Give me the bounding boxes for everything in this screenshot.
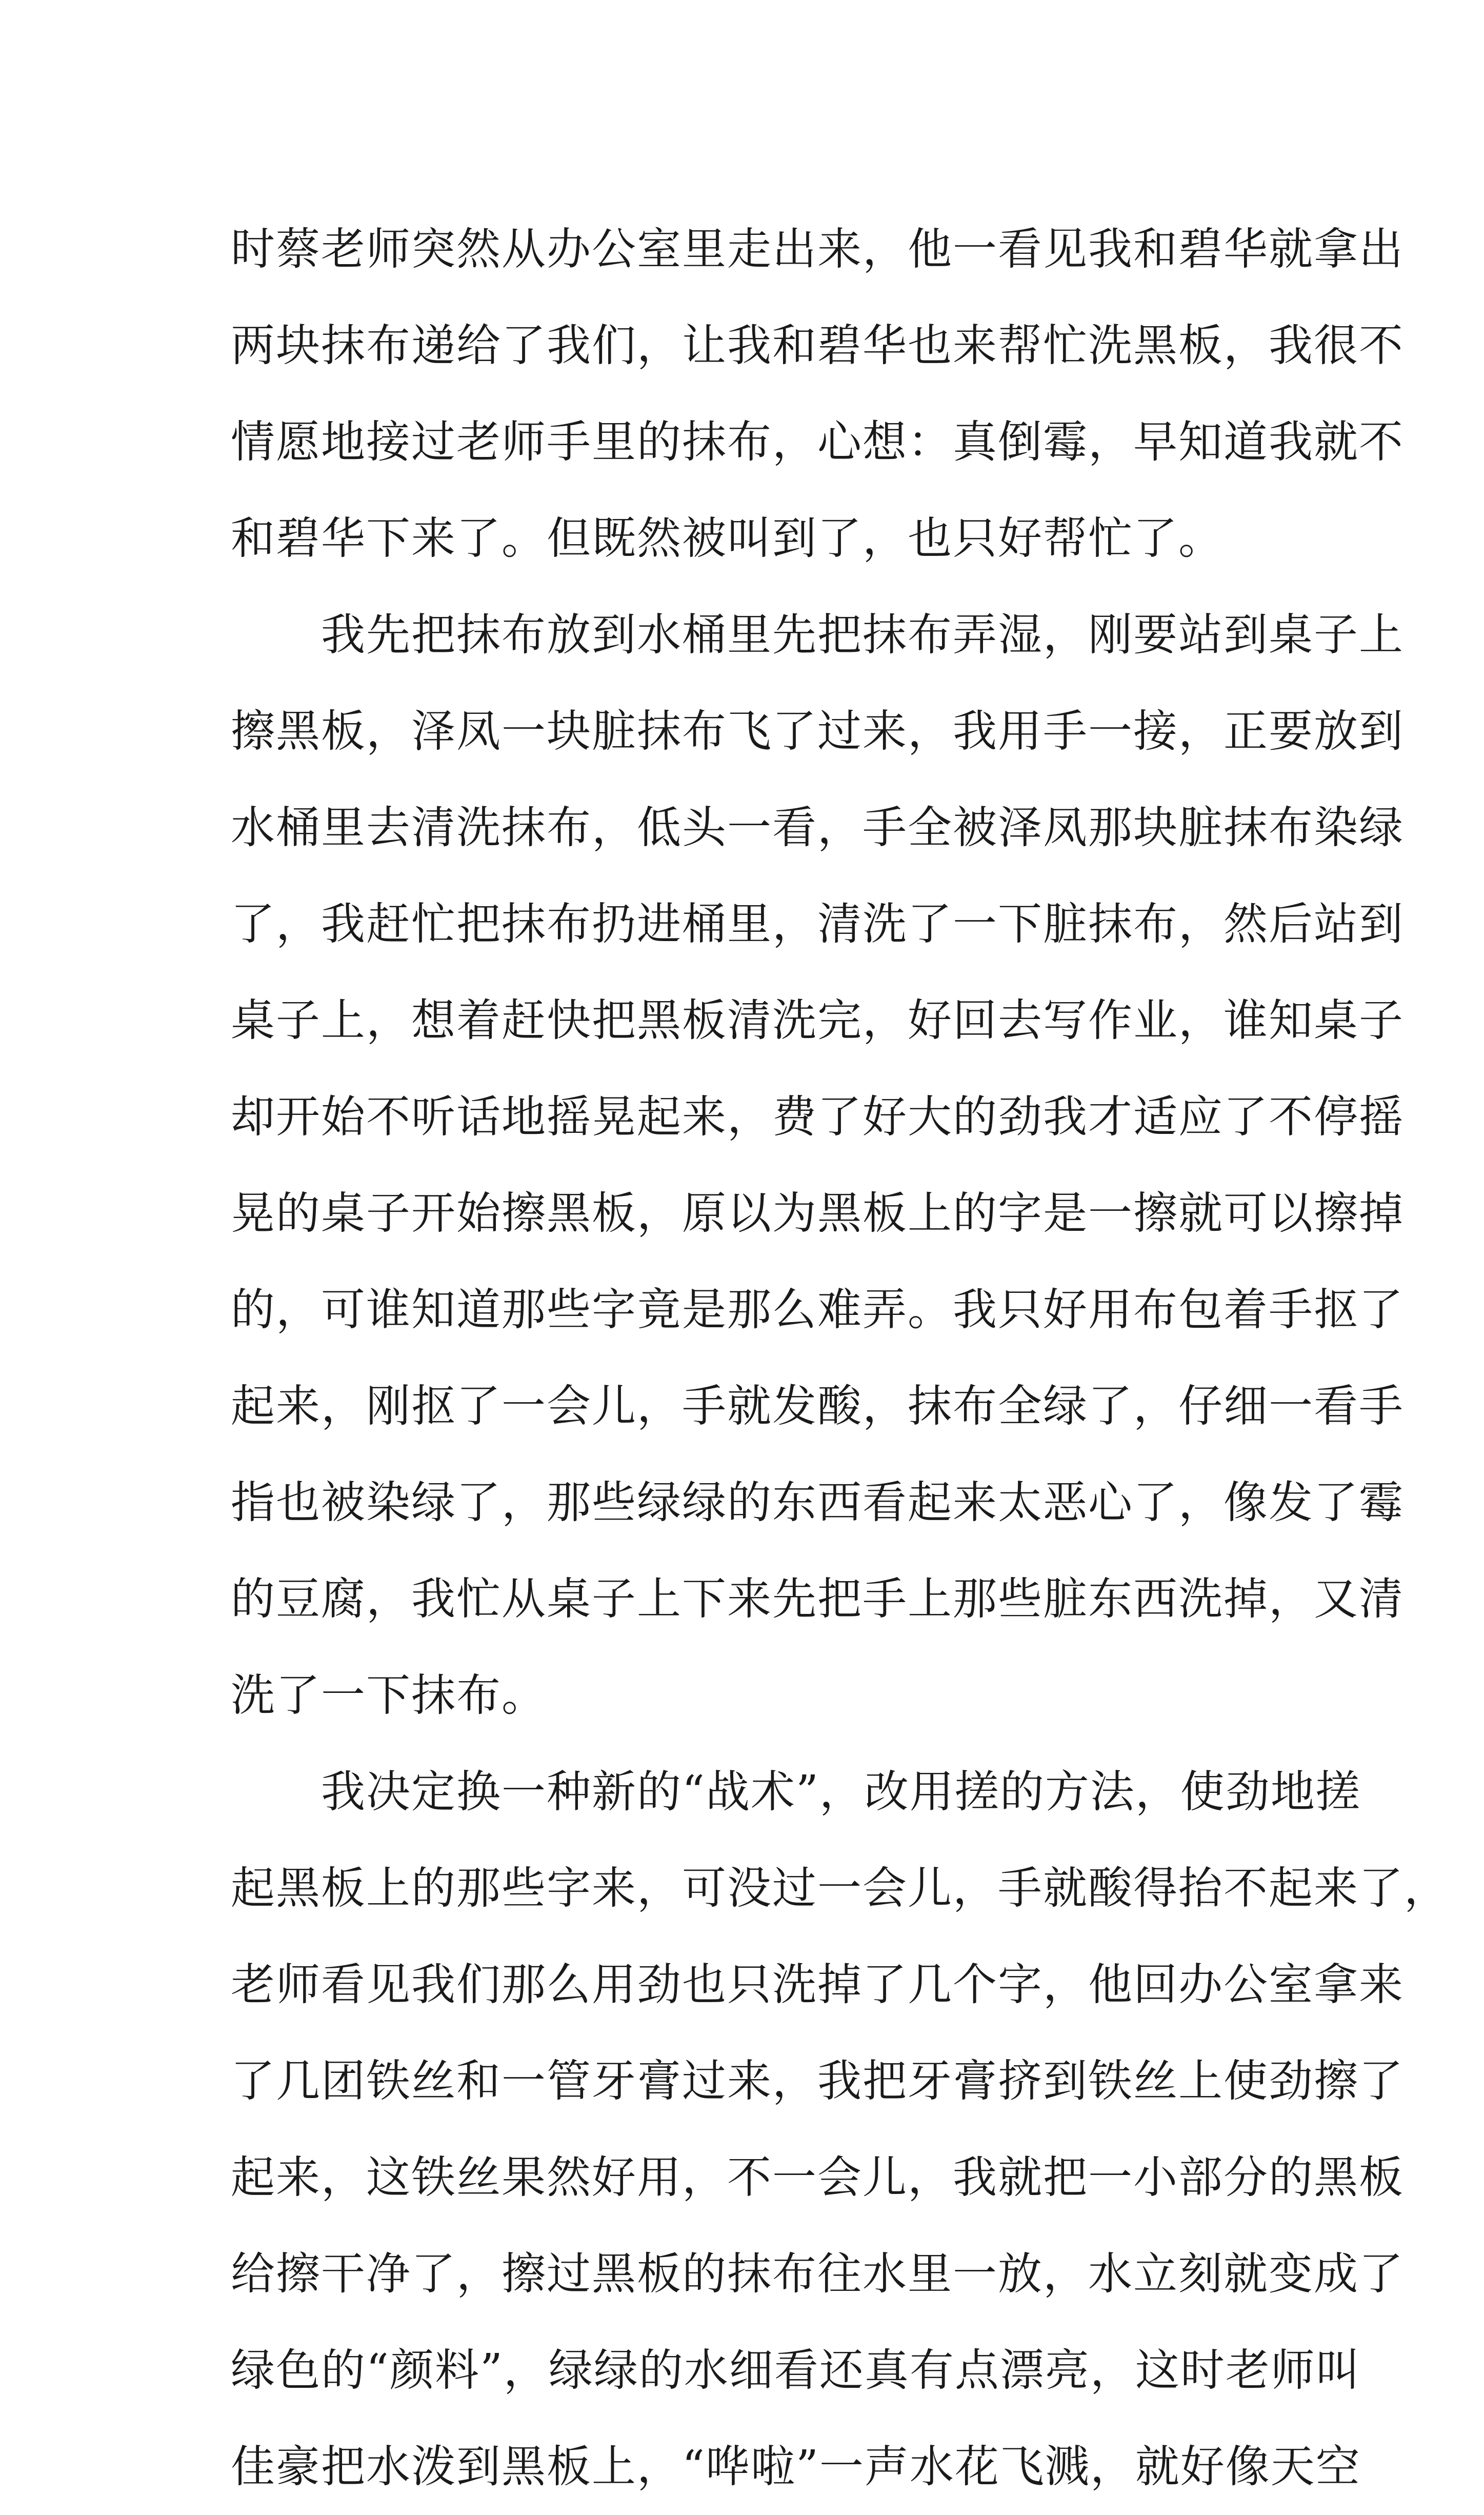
text-line: 绿色的“颜料”，绿绿的水细看还真有点漂亮，这时老师叫 — [231, 2345, 1361, 2396]
paragraph-1 — [231, 201, 1404, 587]
text-line: 水桶里去清洗抹布，低头一看，手全被泽凤那块脏抹布染绿 — [231, 802, 1404, 853]
text-line: 时蔡老师突然从办公室里走出来，他一看见我和碧华就拿出 — [231, 224, 1404, 275]
text-line: 起来，这铁丝果然好用，不一会儿，我就把一小部分的黑板 — [231, 2152, 1404, 2203]
text-line: 的豆腐，我忙从桌子上下来先把手上那些脏东西洗掉，又清 — [231, 1573, 1404, 1625]
text-line: 给擦干净了，擦过黑板的抹布往水里一放，水立刻就变成了 — [231, 2248, 1404, 2300]
text-line: 却开始不听话地摇晃起来，费了好大的劲我才适应了不停摇 — [231, 1091, 1404, 1143]
text-line: 桌子上，想着赶快把黑板清洗完，好回去写作业，谁知桌子 — [231, 995, 1404, 1046]
text-line: 老师看见我们那么用劲也只洗掉了几个字，他回办公室拿来 — [231, 1959, 1404, 2010]
text-line: 起来，刚抠了一会儿，手就发酸，抹布全绿了，仔细一看手 — [231, 1381, 1404, 1432]
paragraph-3 — [231, 1744, 1449, 2515]
text-line: 佳豪把水泼到黑板上，“哗啦”一声水花飞溅，就好像天空 — [231, 2441, 1361, 2492]
text-line: 和碧华下来了。但既然被叫到了，也只好帮忙了。 — [231, 513, 1224, 564]
text-line: 了几团铁丝和一管牙膏过来，我把牙膏挤到铁丝上使劲擦了 — [231, 2055, 1404, 2107]
text-line: 我先把抹布放到水桶里先把抹布弄湿，刚要站到桌子上 — [231, 609, 1404, 661]
text-line: 情愿地接过老师手里的抹布，心想：真倒霉，早知道我就不 — [231, 416, 1404, 468]
text-line: 晃的桌子开始擦黑板，原以为黑板上的字是一擦就可以擦掉 — [231, 1188, 1404, 1239]
paragraph-2 — [231, 587, 1404, 1744]
text-line: 我决定换一种新的“战术”，改用搓的方法，使劲地搓 — [231, 1766, 1361, 1818]
text-line: 了，我赶忙把抹布扔进桶里，清洗了一下脏抹布，然后站到 — [231, 899, 1404, 950]
text-line: 擦黑板，泽凤一块脏抹布飞了过来，我用手一接，正要放到 — [231, 706, 1404, 757]
document-page — [231, 201, 1449, 2515]
text-line: 起黑板上的那些字来，可没过一会儿，手就酸得抬不起来了， — [231, 1863, 1449, 1914]
text-line: 指也被染绿了，那些绿绿的东西看起来太恶心了，像发了霉 — [231, 1477, 1404, 1528]
text-line: 洗了一下抹布。 — [231, 1670, 547, 1721]
text-line: 两块抹布递给了我们，让我和碧华也来帮忙洗黑板，我很不 — [231, 320, 1404, 371]
text-line: 的，可谁知道那些字竟是那么难弄。我只好用布包着手抠了 — [231, 1284, 1404, 1335]
